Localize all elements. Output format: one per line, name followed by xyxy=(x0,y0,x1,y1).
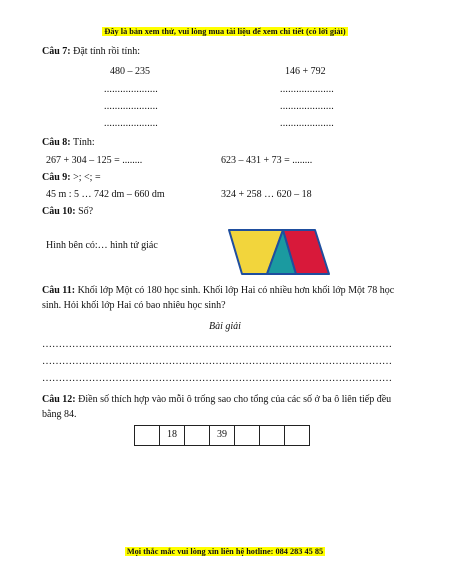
grid-cell-5[interactable] xyxy=(235,426,260,446)
question-7-heading xyxy=(42,46,140,59)
grid-cell-7[interactable] xyxy=(285,426,310,446)
answer-line-3: …………………………………………………………………………………………… xyxy=(42,373,392,384)
grid-cell-3[interactable] xyxy=(185,426,210,446)
question-9-label: Câu 9: xyxy=(42,172,71,183)
question-10-text: Số? xyxy=(78,206,94,217)
hotline-text: Mọi thắc mắc vui lòng xin liên hệ hotline: 084 283 45 85 xyxy=(126,547,324,556)
question-11 xyxy=(42,283,410,313)
answer-line-2: …………………………………………………………………………………………… xyxy=(42,356,392,367)
question-7-right-line-1: .................... xyxy=(280,84,334,95)
question-9-right-expression: 324 + 258 … 620 – 18 xyxy=(221,189,312,200)
question-10-prompt: Hình bên có:… hình tứ giác xyxy=(46,240,158,251)
question-7-left-expression: 480 – 235 xyxy=(110,66,150,77)
question-7-left-line-2: .................... xyxy=(104,101,158,112)
question-12-text: Điền số thích hợp vào mỗi ô trống sao cho tổng của các số ở ba ô liên tiếp đều bằng 84. xyxy=(42,394,392,420)
question-7-right-line-3: .................... xyxy=(280,118,334,129)
question-10-label: Câu 10: xyxy=(42,206,76,217)
question-8-label: Câu 8: xyxy=(42,137,71,148)
number-grid xyxy=(134,425,310,446)
grid-cell-2: 18 xyxy=(160,426,185,446)
question-11-label: Câu 11: xyxy=(42,285,76,296)
preview-banner xyxy=(0,27,450,37)
question-9-text: >; <; = xyxy=(73,172,101,183)
question-9-heading xyxy=(42,172,101,185)
solution-title: Bài giải xyxy=(209,321,241,332)
question-12-label: Câu 12: xyxy=(42,394,76,405)
quadrilateral-figure xyxy=(226,227,332,277)
question-8-right-expression: 623 – 431 + 73 = ........ xyxy=(221,155,313,166)
question-7-left-line-3: .................... xyxy=(104,118,158,129)
question-7-left-line-1: .................... xyxy=(104,84,158,95)
question-7-text: Đặt tính rồi tính: xyxy=(73,46,141,57)
preview-banner-text: Đây là bản xem thử, vui lòng mua tài liệu để xem chi tiết (có lời giải) xyxy=(104,27,346,36)
question-9-left-expression: 45 m : 5 … 742 dm – 660 dm xyxy=(46,189,165,200)
footer-banner xyxy=(0,547,450,557)
question-12 xyxy=(42,392,410,422)
question-7-right-line-2: .................... xyxy=(280,101,334,112)
question-7-label: Câu 7: xyxy=(42,46,71,57)
number-grid-row xyxy=(135,426,310,446)
question-7-right-expression: 146 + 792 xyxy=(285,66,326,77)
grid-cell-6[interactable] xyxy=(260,426,285,446)
question-10-heading xyxy=(42,206,93,219)
grid-cell-4: 39 xyxy=(210,426,235,446)
answer-line-1: …………………………………………………………………………………………… xyxy=(42,339,392,350)
question-11-text: Khối lớp Một có 180 học sinh. Khối lớp Hai có nhiều hơn khối lớp Một 78 học sinh. Hỏi khối lớp Hai có bao nhiêu học sinh? xyxy=(42,285,395,311)
question-8-text: Tính: xyxy=(72,137,95,148)
question-8-left-expression: 267 + 304 – 125 = ........ xyxy=(46,155,143,166)
grid-cell-1[interactable] xyxy=(135,426,160,446)
question-8-heading xyxy=(42,137,95,150)
